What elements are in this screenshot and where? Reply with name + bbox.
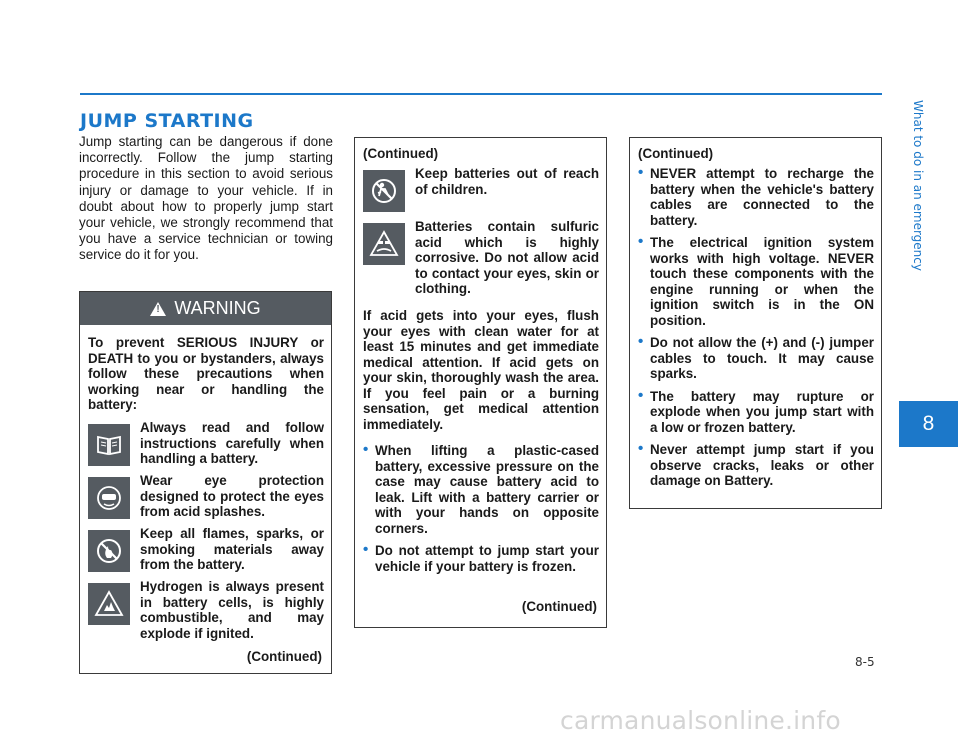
watermark[interactable]: carmanualsonline.info [560, 706, 841, 735]
middle-warning-box [354, 137, 607, 628]
header-rule [80, 93, 882, 95]
list-item: • Do not allow the (+) and (-) jumper cables to touch. It may cause sparks. [638, 335, 874, 382]
section-title: JUMP STARTING [80, 110, 254, 132]
continued-label: (Continued) [246, 649, 322, 664]
warning-item-text: Hydrogen is always present in battery cells, is highly combustible, and may explode if ignited. [140, 579, 324, 641]
warning-header [80, 292, 331, 325]
warning-item-text: Always read and follow instructions carefully when handling a battery. [140, 420, 324, 466]
warning-box [79, 291, 332, 674]
page-number: 8-5 [855, 655, 875, 669]
book-icon [88, 424, 130, 466]
warning-triangle-icon [150, 302, 166, 316]
list-item: • The battery may rupture or explode when you jump start with a low or frozen battery. [638, 389, 874, 436]
continued-label: (Continued) [521, 599, 597, 614]
middle-item-text: Keep batteries out of reach of children. [415, 166, 599, 197]
right-warning-box [629, 137, 882, 509]
warning-item-text: Keep all flames, sparks, or smoking materials away from the battery. [140, 526, 324, 572]
middle-item-text: Batteries contain sulfuric acid which is highly corrosive. Do not allow acid to contact your eyes, skin or clothing. [415, 219, 599, 296]
middle-bullet-list [363, 443, 599, 581]
continued-label: (Continued) [363, 146, 439, 161]
continued-label: (Continued) [638, 146, 714, 161]
corrosive-acid-icon [363, 223, 405, 265]
chapter-tab[interactable]: 8 [899, 401, 958, 447]
side-chapter-label [909, 100, 927, 390]
acid-first-aid-paragraph: If acid gets into your eyes, flush your eyes with clean water for at least 15 minutes and get immediate medical attention. If acid gets on your skin, thoroughly wash the area. If you feel pain or a burning sensation, get medical attention immediately. [363, 308, 599, 432]
right-bullet-list [638, 166, 874, 496]
list-item: • Do not attempt to jump start your vehicle if your battery is frozen. [363, 543, 599, 574]
list-item: • NEVER attempt to recharge the battery when the vehicle's battery cables are connected to the battery. [638, 166, 874, 228]
list-item: • When lifting a plastic-cased battery, excessive pressure on the case may cause battery acid to leak. Lift with a battery carrier or with your hands on opposite corners. [363, 443, 599, 536]
intro-paragraph: Jump starting can be dangerous if done incorrectly. Follow the jump starting procedure in this section to avoid serious injury or damage to your vehicle. If in doubt about how to properly jump start your vehicle, we strongly recommend that you have a service technician or towing service do it for you. [79, 134, 333, 263]
list-item: • The electrical ignition system works with high voltage. NEVER touch these components with the engine running or when the ignition switch is in the ON position. [638, 235, 874, 328]
keep-away-children-icon [363, 170, 405, 212]
list-item: • Never attempt jump start if you observe cracks, leaks or other damage on Battery. [638, 442, 874, 489]
warning-heading: WARNING [174, 298, 261, 318]
warning-lead-text: To prevent SERIOUS INJURY or DEATH to you or bystanders, always follow these precautions when working near or handling the battery: [88, 335, 324, 412]
no-flame-icon [88, 530, 130, 572]
warning-item-text: Wear eye protection designed to protect the eyes from acid splashes. [140, 473, 324, 519]
eye-protection-icon [88, 477, 130, 519]
explosion-icon [88, 583, 130, 625]
side-chapter-label-text: What to do in an emergency [911, 100, 925, 271]
